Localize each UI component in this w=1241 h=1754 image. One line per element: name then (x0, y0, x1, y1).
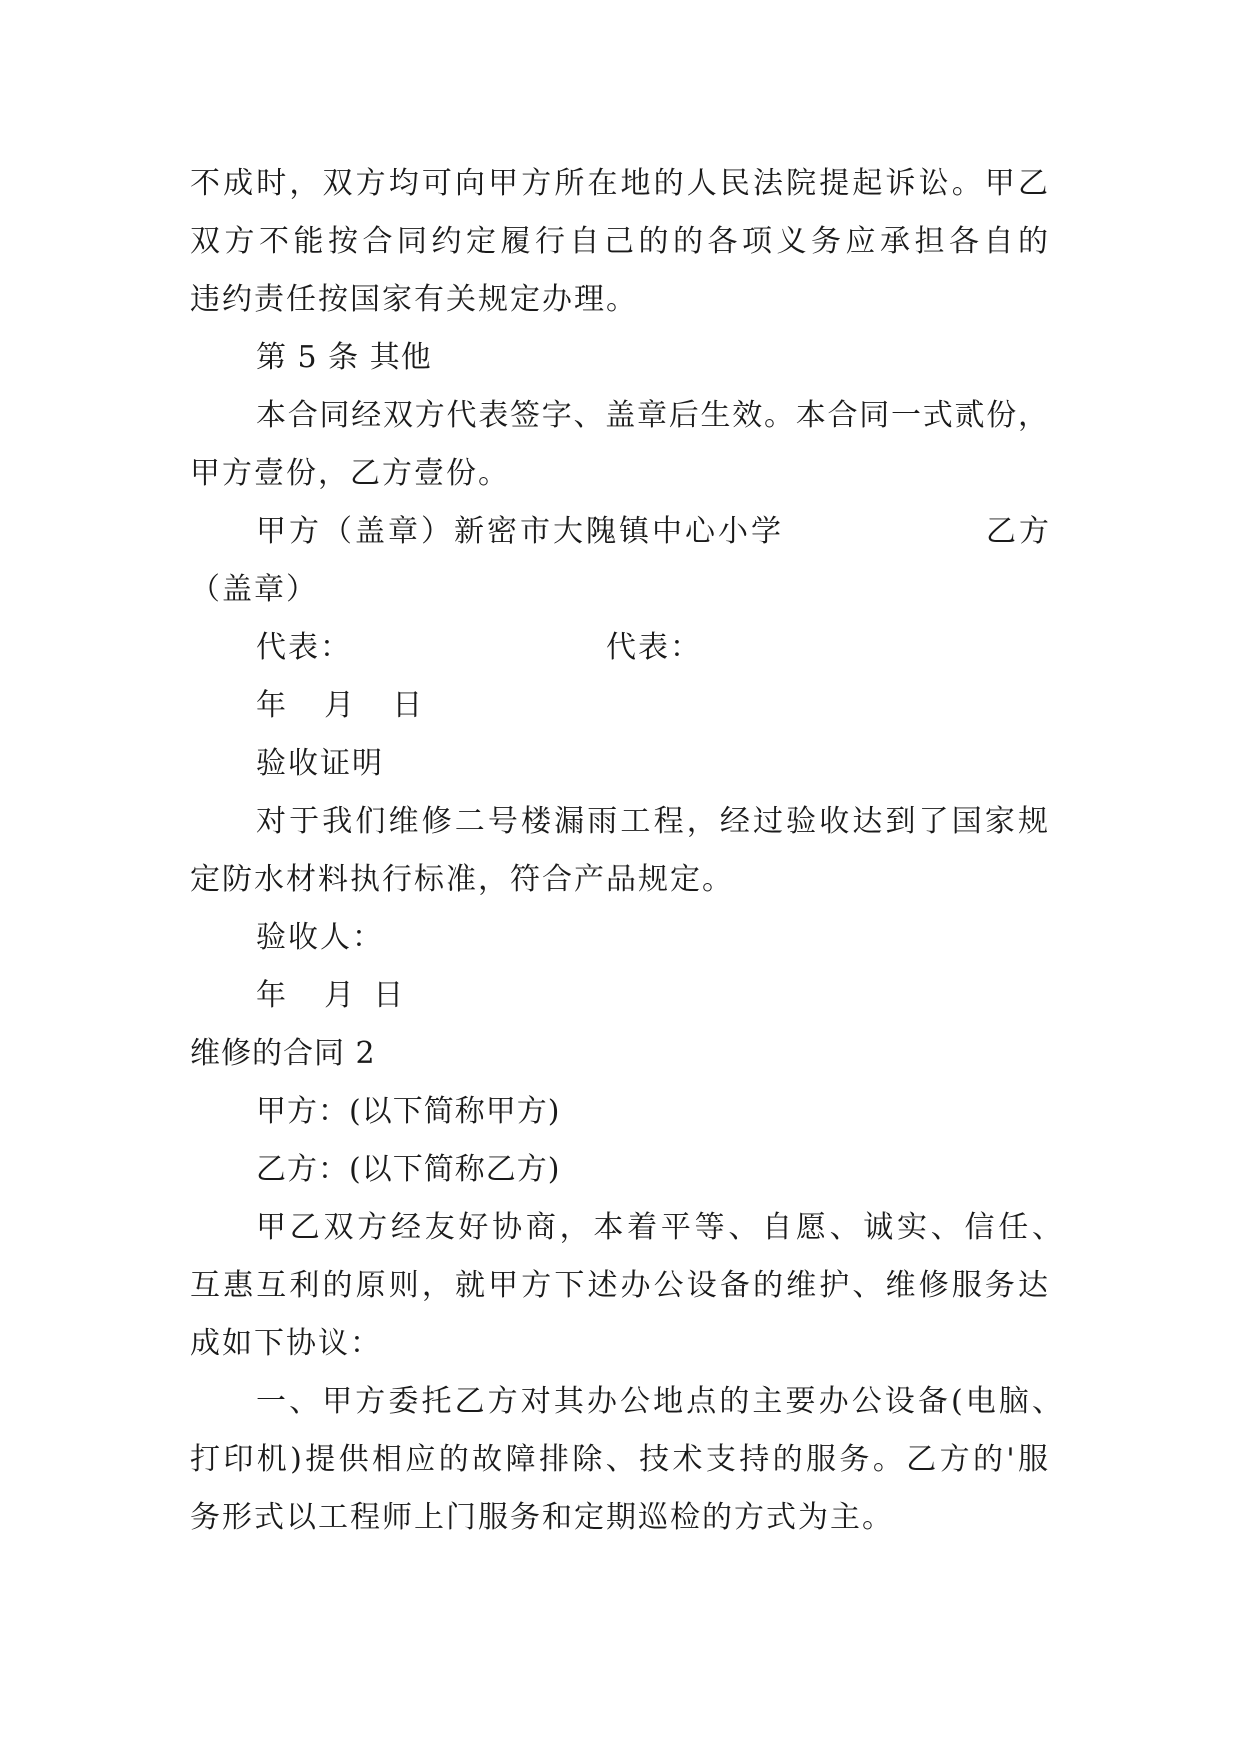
representative-label-a: 代表： (256, 630, 352, 665)
party-b-line: 乙方：(以下简称乙方) (256, 1152, 561, 1187)
seal-label: （盖章） (190, 572, 318, 607)
date-line: 年 月 日 (256, 978, 404, 1013)
text-line: 互惠互利的原则，就甲方下述办公设备的维护、维修服务达 (190, 1268, 1048, 1303)
representative-label-b: 代表： (606, 630, 702, 665)
text-line: 定防水材料执行标准，符合产品规定。 (190, 862, 734, 897)
text-line: 违约责任按国家有关规定办理。 (190, 282, 638, 317)
text-line: 一、甲方委托乙方对其办公地点的主要办公设备(电脑、 (256, 1384, 1062, 1419)
text-line: 务形式以工程师上门服务和定期巡检的方式为主。 (190, 1500, 894, 1535)
text-line: 双方不能按合同约定履行自己的的各项义务应承担各自的 (190, 224, 1048, 259)
party-a-line: 甲方：(以下简称甲方) (256, 1094, 561, 1129)
inspector-label: 验收人： (256, 920, 384, 955)
party-a-seal-label: 甲方（盖章）新密市大隗镇中心小学 (256, 514, 784, 549)
section-heading: 第 5 条 其他 (256, 340, 432, 375)
contract-title: 维修的合同 2 (190, 1036, 376, 1071)
party-b-label: 乙方 (986, 514, 1052, 549)
text-line: 打印机)提供相应的故障排除、技术支持的服务。乙方的'服 (190, 1442, 1048, 1477)
text-line: 甲方壹份，乙方壹份。 (190, 456, 510, 491)
date-line: 年 月 日 (256, 688, 423, 723)
text-line: 本合同经双方代表签字、盖章后生效。本合同一式贰份， (256, 398, 1048, 433)
text-line: 成如下协议： (190, 1326, 382, 1361)
text-line: 对于我们维修二号楼漏雨工程，经过验收达到了国家规 (256, 804, 1048, 839)
text-line: 甲乙双方经友好协商，本着平等、自愿、诚实、信任、 (256, 1210, 1062, 1245)
text-line: 不成时，双方均可向甲方所在地的人民法院提起诉讼。甲乙 (190, 166, 1048, 201)
acceptance-heading: 验收证明 (256, 746, 384, 781)
